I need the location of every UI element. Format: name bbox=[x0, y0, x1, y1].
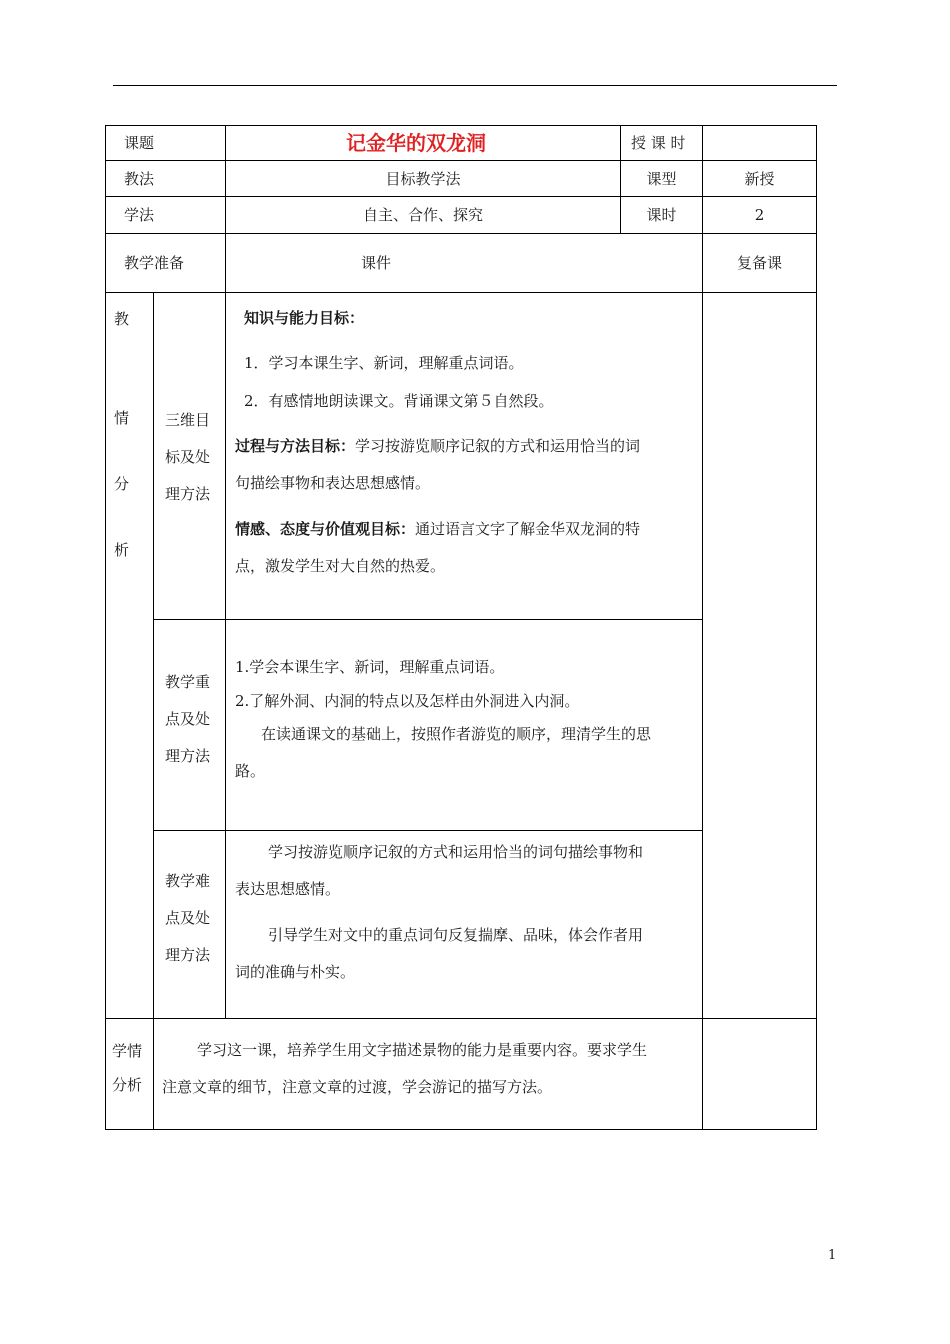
label-teach-time: 授 课 时 bbox=[631, 134, 686, 152]
difficulties-label bbox=[165, 863, 210, 974]
knowledge-heading: 知识与能力目标： bbox=[244, 309, 365, 327]
review-column-analysis bbox=[702, 292, 817, 1019]
keypoint-line-4: 路。 bbox=[235, 762, 266, 780]
side-label-char-2: 情 bbox=[114, 409, 130, 427]
objectives-label-line-2: 标及处 bbox=[165, 448, 211, 466]
lesson-title-cell bbox=[225, 125, 621, 161]
side-label-char-4: 析 bbox=[114, 541, 130, 559]
label-study-cell bbox=[105, 196, 226, 234]
label-hours: 课时 bbox=[646, 206, 677, 224]
label-method-cell bbox=[105, 160, 226, 197]
objective-item-1: 1．学习本课生字、新词，理解重点词语。 bbox=[244, 354, 524, 372]
difficulty-line-4: 词的准确与朴实。 bbox=[235, 963, 356, 981]
label-type: 课型 bbox=[646, 169, 677, 188]
difficulties-label-line-2: 点及处 bbox=[165, 909, 211, 927]
type-value-cell bbox=[702, 160, 817, 197]
difficulties-label-line-3: 理方法 bbox=[165, 946, 211, 964]
method-value-cell bbox=[225, 160, 621, 197]
page-number: 1 bbox=[828, 1248, 837, 1263]
keypoints-label-line-3: 理方法 bbox=[165, 747, 211, 765]
side-label-char-3: 分 bbox=[114, 475, 130, 493]
process-objective-text: 学习按游览顺序记叙的方式和运用恰当的词 bbox=[355, 437, 641, 455]
learning-line-2: 注意文章的细节，注意文章的过渡，学会游记的描写方法。 bbox=[162, 1078, 553, 1096]
lesson-title: 记金华的双龙洞 bbox=[346, 131, 486, 155]
process-objective-title: 过程与方法目标： bbox=[235, 437, 356, 455]
difficulties-label-line-1: 教学难 bbox=[165, 872, 211, 890]
difficulty-line-2: 表达思想感情。 bbox=[235, 880, 341, 898]
process-objective-line-1 bbox=[235, 428, 640, 465]
label-prep-cell bbox=[105, 233, 226, 293]
label-prep: 教学准备 bbox=[124, 254, 185, 272]
difficulty-line-1: 学习按游览顺序记叙的方式和运用恰当的词句描绘事物和 bbox=[268, 843, 644, 861]
label-topic-cell bbox=[105, 125, 226, 161]
emotion-objective-line-1 bbox=[235, 511, 640, 548]
keypoints-label bbox=[165, 664, 210, 775]
objective-item-2: 2．有感情地朗读课文。背诵课文第５自然段。 bbox=[244, 392, 554, 410]
emotion-objective-title: 情感、态度与价值观目标： bbox=[235, 520, 416, 538]
learning-label-line-2: 分析 bbox=[112, 1076, 143, 1094]
emotion-objective-line-2: 点，激发学生对大自然的热爱。 bbox=[235, 557, 446, 575]
objectives-label bbox=[165, 402, 210, 513]
objectives-label-line-3: 理方法 bbox=[165, 485, 211, 503]
learning-label-line-1: 学情 bbox=[112, 1042, 143, 1060]
teach-time-value-cell bbox=[702, 125, 817, 161]
keypoints-label-line-1: 教学重 bbox=[165, 673, 211, 691]
label-topic: 课题 bbox=[124, 134, 155, 152]
difficulty-line-3: 引导学生对文中的重点词句反复揣摩、品味，体会作者用 bbox=[268, 926, 644, 944]
header-rule bbox=[113, 85, 837, 86]
learning-label bbox=[112, 1034, 142, 1102]
label-teach-time-cell bbox=[620, 125, 703, 161]
review-label-cell bbox=[702, 233, 817, 293]
label-review: 复备课 bbox=[736, 254, 782, 272]
label-hours-cell bbox=[620, 196, 703, 234]
type-value: 新授 bbox=[744, 169, 775, 188]
prep-value: 课件 bbox=[361, 254, 392, 272]
side-label-char-1: 教 bbox=[114, 310, 130, 328]
study-value-cell bbox=[225, 196, 621, 234]
study-value: 自主、合作、探究 bbox=[362, 206, 483, 224]
label-method: 教法 bbox=[124, 169, 155, 188]
learning-line-1: 学习这一课，培养学生用文字描述景物的能力是重要内容。要求学生 bbox=[197, 1041, 648, 1059]
process-objective-line-2: 句描绘事物和表达思想感情。 bbox=[235, 474, 431, 492]
label-type-cell bbox=[620, 160, 703, 197]
keypoints-label-line-2: 点及处 bbox=[165, 710, 211, 728]
keypoint-line-1: 1.学会本课生字、新词，理解重点词语。 bbox=[235, 658, 505, 676]
emotion-objective-text: 通过语言文字了解金华双龙洞的特 bbox=[415, 520, 641, 538]
objectives-label-line-1: 三维目 bbox=[165, 411, 211, 429]
review-column-learning bbox=[702, 1018, 817, 1130]
method-value: 目标教学法 bbox=[385, 169, 461, 188]
keypoint-line-2: 2.了解外洞、内洞的特点以及怎样由外洞进入内洞。 bbox=[235, 692, 580, 710]
prep-value-cell bbox=[225, 233, 703, 293]
hours-value: 2 bbox=[754, 206, 765, 224]
keypoint-line-3: 在读通课文的基础上，按照作者游览的顺序，理清学生的思 bbox=[261, 725, 652, 743]
label-study: 学法 bbox=[124, 206, 155, 224]
hours-value-cell bbox=[702, 196, 817, 234]
analysis-side-cell bbox=[105, 292, 154, 1019]
